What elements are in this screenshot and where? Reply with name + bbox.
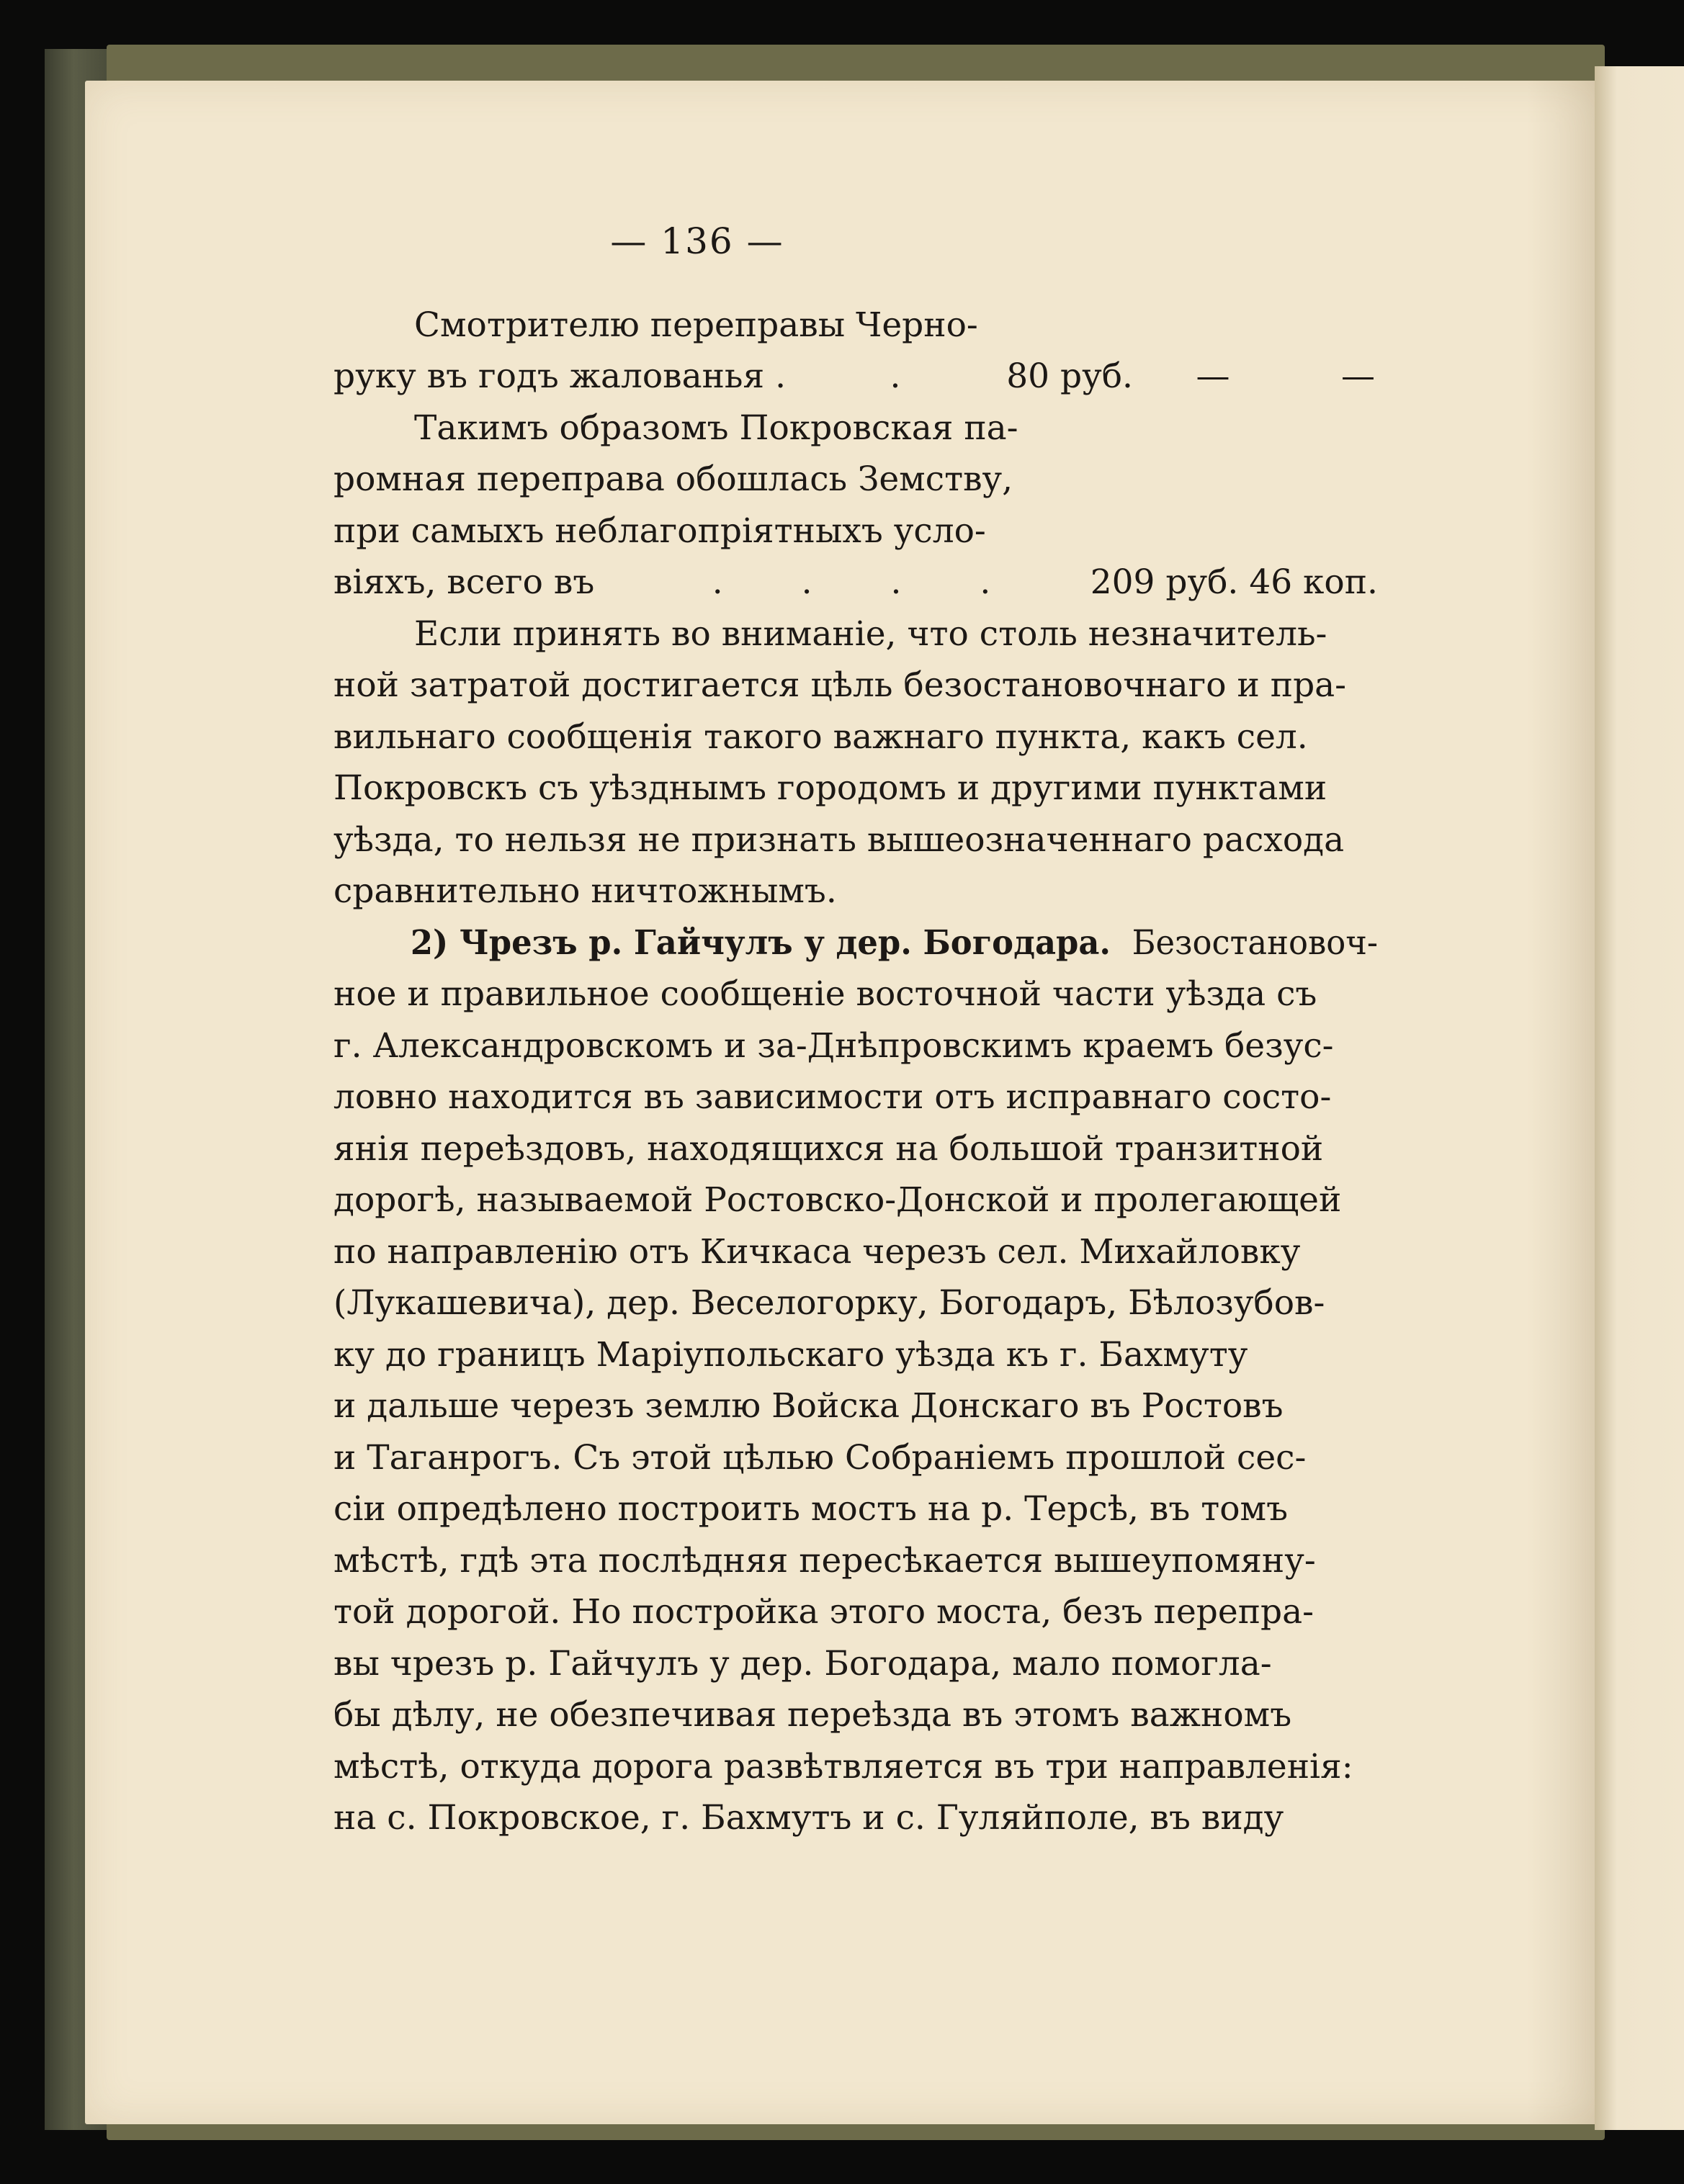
paragraph-2-line-9: и дальше черезъ землю Войска Донскаго въ Ростовъ [333, 1386, 1284, 1426]
page-text [333, 216, 1378, 1844]
table-row-2-line-3: при самыхъ неблагопріятныхъ усло- [333, 511, 986, 551]
table-row-2-line-2: ромная переправа обошлась Земству, [333, 459, 1013, 499]
paragraph-1-line-1: Если принять во вниманіе, что столь незначитель- [414, 614, 1327, 654]
table-row-2-line-4: віяхъ, всего въ . . . . 209 руб. 46 коп. [333, 557, 1378, 608]
gutter-shade [1527, 81, 1602, 2124]
row-1-amount: 80 руб. [1006, 356, 1133, 396]
table-row-2-line-1: Такимъ образомъ Покровская па- [414, 408, 1018, 448]
paragraph-2-line-16: мѣстѣ, откуда дорога развѣтвляется въ три направленія: [333, 1746, 1353, 1787]
paragraph-2-line-10: и Таганрогъ. Съ этой цѣлью Собраніемъ прошлой сес- [333, 1437, 1307, 1478]
paragraph-2-line-1: ное и правильное сообщеніе восточной части уѣзда съ [333, 974, 1317, 1014]
paragraph-2-line-4: янія переѣздовъ, находящихся на большой транзитной [333, 1128, 1324, 1169]
paragraph-2-line-7: (Лукашевича), дер. Веселогорку, Богодаръ, Бѣлозубов- [333, 1283, 1325, 1323]
paragraph-2-line-5: дорогѣ, называемой Ростовско-Донской и пролегающей [333, 1180, 1342, 1220]
table-row-1-label: Смотрителю переправы Черно- [414, 305, 978, 345]
section-2-heading: 2) Чрезъ р. Гайчулъ у дер. Богодара. [410, 922, 1111, 963]
section-2-heading-line: 2) Чрезъ р. Гайчулъ у дер. Богодара. Безостановоч- [410, 922, 1379, 963]
paragraph-1-line-2: ной затратой достигается цѣль безостановочнаго и пра- [333, 665, 1347, 705]
paragraph-2-line-11: сіи опредѣлено построить мостъ на р. Терсѣ, въ томъ [333, 1489, 1288, 1529]
paragraph-1-line-6: сравнительно ничтожнымъ. [333, 871, 837, 911]
table-row-1-line-1 [333, 300, 1378, 351]
paragraph-2-line-13: той дорогой. Но постройка этого моста, безъ перепра- [333, 1592, 1314, 1632]
table-row-1-line-2: руку въ годъ жалованья . . 80 руб. — — [333, 351, 1378, 403]
paragraph-2-line-8: ку до границъ Маріупольскаго уѣзда къ г. Бахмуту [333, 1334, 1248, 1375]
paragraph-2-line-14: вы чрезъ р. Гайчулъ у дер. Богодара, мало помогла- [333, 1643, 1272, 1684]
paragraph-2-line-6: по направленію отъ Кичкаса черезъ сел. Михайловку [333, 1231, 1301, 1272]
paragraph-1-line-5: уѣзда, то нельзя не признать вышеозначеннаго расхода [333, 819, 1345, 860]
paragraph-2-line-2: г. Александровскомъ и за-Днѣпровскимъ краемъ безус- [333, 1025, 1334, 1066]
paragraph-2-line-15: бы дѣлу, не обезпечивая переѣзда въ этомъ важномъ [333, 1695, 1292, 1735]
paragraph-2-line-3: ловно находится въ зависимости отъ исправнаго состо- [333, 1077, 1332, 1117]
page-number: — 136 — [610, 220, 784, 262]
paragraph-2-line-12: мѣстѣ, гдѣ эта послѣдняя пересѣкается вышеупомяну- [333, 1540, 1316, 1581]
paragraph-1-line-4: Покровскъ съ уѣзднымъ городомъ и другими пунктами [333, 768, 1327, 808]
facing-page-edge [1595, 66, 1684, 2130]
paragraph-1-line-3: вильнаго сообщенія такого важнаго пункта, какъ сел. [333, 716, 1308, 757]
row-2-amount: 209 руб. 46 коп. [1090, 562, 1378, 602]
paragraph-2-line-17: на с. Покровское, г. Бахмутъ и с. Гуляйполе, въ виду [333, 1798, 1284, 1838]
